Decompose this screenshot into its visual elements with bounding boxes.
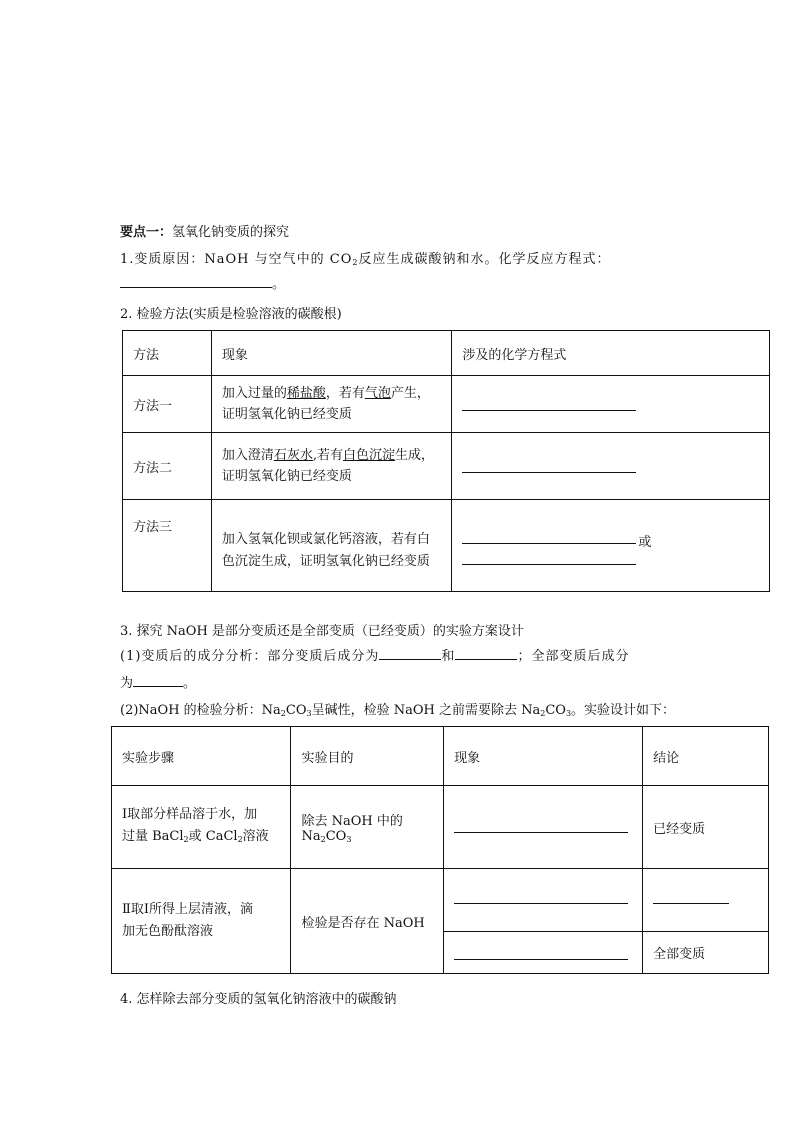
table-row bbox=[123, 500, 770, 592]
method-cell: 方法二 bbox=[123, 433, 212, 500]
step-cell bbox=[112, 786, 291, 869]
phenomenon-cell bbox=[211, 500, 451, 592]
header-phenomenon: 现象 bbox=[444, 727, 643, 786]
section-heading bbox=[120, 221, 289, 240]
table-row bbox=[112, 869, 769, 932]
text: ；全部变质后成分 bbox=[517, 649, 630, 664]
or-text: 或 bbox=[638, 534, 652, 550]
phenomenon-cell[interactable] bbox=[444, 869, 643, 932]
header-step: 实验步骤 bbox=[112, 727, 291, 786]
table-row bbox=[123, 433, 770, 500]
phenomenon-text: 加入氢氧化钡或氯化钙溶液，若有白 bbox=[221, 531, 430, 547]
subscript: 2 bbox=[320, 835, 326, 844]
text: (2)NaOH 的检验分析：Na bbox=[120, 703, 281, 718]
phenomenon-text: 加入澄清 bbox=[221, 448, 274, 463]
header-equation: 涉及的化学方程式 bbox=[452, 331, 770, 376]
phenomenon-cell bbox=[211, 433, 451, 500]
answer-blank[interactable] bbox=[133, 674, 183, 687]
phenomenon-text: 色沉淀生成，证明氢氧化钠已经变质 bbox=[221, 553, 430, 569]
item-1-text-2: 反应生成碳酸钠和水。化学反应方程式： bbox=[358, 252, 611, 267]
table-header-row bbox=[123, 331, 770, 376]
header-purpose: 实验目的 bbox=[291, 727, 444, 786]
table-row bbox=[112, 786, 769, 869]
item-3-1 bbox=[120, 645, 629, 664]
step-text: 或 CaCl bbox=[188, 828, 238, 844]
subscript: 2 bbox=[540, 709, 546, 718]
phenomenon-cell[interactable] bbox=[444, 932, 643, 974]
item-4: 4. 怎样除去部分变质的氢氧化钠溶液中的碳酸钠 bbox=[120, 992, 397, 1007]
subscript: 2 bbox=[237, 834, 243, 844]
phenomenon-cell bbox=[211, 376, 451, 433]
purpose-cell bbox=[291, 786, 444, 869]
answer-blank[interactable] bbox=[120, 275, 272, 288]
conclusion-cell: 已经变质 bbox=[643, 786, 769, 869]
equation-cell[interactable] bbox=[452, 376, 770, 433]
text: CO bbox=[285, 703, 307, 718]
phenomenon-text: ，若有 bbox=[325, 386, 365, 401]
phenomenon-text: 产生， bbox=[390, 386, 430, 401]
conclusion-blank[interactable] bbox=[653, 903, 729, 904]
item-1 bbox=[120, 248, 611, 267]
text: 。 bbox=[183, 676, 197, 691]
text: CO bbox=[545, 703, 566, 718]
step-text: 过量 BaCl bbox=[122, 828, 184, 844]
table-header-row bbox=[112, 727, 769, 786]
answer-blank[interactable] bbox=[455, 647, 517, 660]
phenomenon-text: 生成， bbox=[395, 448, 435, 463]
item-2: 2. 检验方法(实质是检验溶液的碳酸根) bbox=[120, 307, 342, 322]
method-cell: 方法三 bbox=[123, 500, 212, 592]
item-3: 3. 探究 NaOH 是部分变质还是全部变质（已经变质）的实验方案设计 bbox=[120, 624, 524, 639]
subscript: 2 bbox=[280, 709, 286, 718]
phenomenon-blank[interactable] bbox=[454, 959, 628, 960]
step-text: Ⅰ取部分样品溶于水，加 bbox=[122, 806, 258, 822]
equation-cell[interactable] bbox=[452, 433, 770, 500]
subscript: 3 bbox=[346, 835, 352, 844]
subscript: 3 bbox=[565, 709, 572, 718]
answer-blank[interactable] bbox=[379, 647, 441, 660]
experiment-table bbox=[111, 726, 769, 974]
equation-blanks bbox=[462, 535, 759, 571]
underlined-term: 稀盐酸 bbox=[286, 386, 326, 401]
text: 为 bbox=[120, 676, 134, 691]
equation-blank[interactable] bbox=[462, 564, 636, 565]
phenomenon-text: 证明氢氧化钠已经变质 bbox=[221, 407, 352, 422]
equation-blank[interactable] bbox=[462, 410, 636, 411]
subscript: 3 bbox=[306, 709, 312, 718]
equation-blank[interactable] bbox=[462, 543, 636, 544]
table-row bbox=[123, 376, 770, 433]
underlined-term: 白色沉淀 bbox=[343, 448, 396, 463]
purpose-text: 除去 NaOH 中的 Na bbox=[301, 814, 403, 844]
underlined-term: 气泡 bbox=[364, 386, 391, 401]
phenomenon-blank[interactable] bbox=[454, 832, 628, 833]
heading-bold: 要点一： bbox=[120, 225, 173, 240]
co2-subscript: 2 bbox=[352, 258, 359, 267]
purpose-text: CO bbox=[325, 829, 347, 844]
conclusion-cell: 全部变质 bbox=[643, 932, 769, 974]
text: (1)变质后的成分分析：部分变质后成分为 bbox=[120, 649, 380, 664]
detection-table bbox=[122, 330, 770, 592]
step-text: Ⅱ取Ⅰ所得上层清液，滴 bbox=[122, 902, 253, 917]
header-phenomenon: 现象 bbox=[211, 331, 451, 376]
header-method: 方法 bbox=[123, 331, 212, 376]
period: 。 bbox=[272, 277, 286, 292]
item-3-2 bbox=[120, 699, 675, 718]
phenomenon-blank[interactable] bbox=[454, 903, 628, 904]
step-cell bbox=[112, 869, 291, 974]
item-1-answer bbox=[120, 273, 285, 292]
equation-cell[interactable] bbox=[452, 500, 770, 592]
item-3-1-cont bbox=[120, 672, 196, 691]
conclusion-cell[interactable] bbox=[643, 869, 769, 932]
phenomenon-text: 加入过量的 bbox=[221, 386, 287, 401]
text: 和 bbox=[441, 649, 456, 664]
text: 。实验设计如下： bbox=[571, 703, 676, 718]
item-1-text: 1.变质原因：NaOH 与空气中的 CO bbox=[120, 252, 353, 267]
purpose-cell: 检验是否存在 NaOH bbox=[291, 869, 444, 974]
header-conclusion: 结论 bbox=[643, 727, 769, 786]
step-text: 加无色酚酞溶液 bbox=[122, 924, 214, 939]
equation-blank[interactable] bbox=[462, 472, 636, 473]
heading-text: 氢氧化钠变质的探究 bbox=[172, 225, 290, 240]
method-cell: 方法一 bbox=[123, 376, 212, 433]
phenomenon-text: 证明氢氧化钠已经变质 bbox=[221, 469, 352, 484]
phenomenon-cell[interactable] bbox=[444, 786, 643, 869]
phenomenon-text: ,若有 bbox=[312, 448, 344, 463]
subscript: 2 bbox=[183, 834, 189, 844]
step-text: 溶液 bbox=[242, 828, 269, 844]
text: 呈碱性，检验 NaOH 之前需要除去 Na bbox=[311, 703, 541, 718]
underlined-term: 石灰水 bbox=[273, 448, 313, 463]
